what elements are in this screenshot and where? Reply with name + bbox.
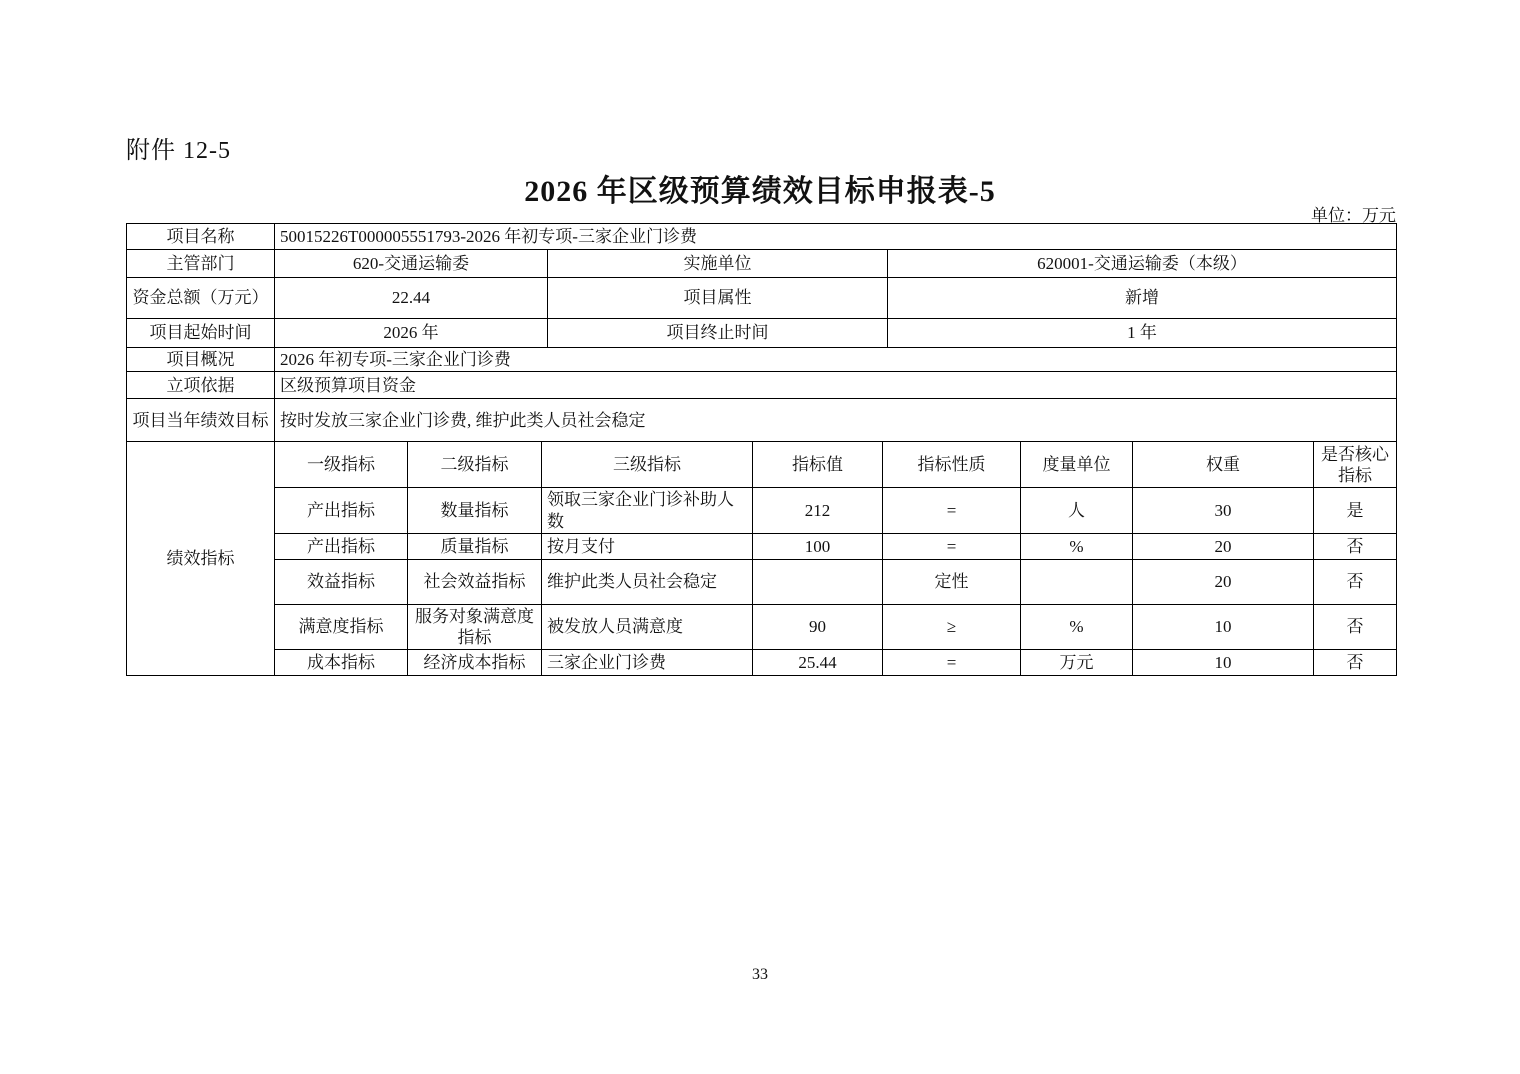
table-row [127,278,1397,319]
indicator-core: 否 [1314,650,1397,676]
indicator-nature: = [883,488,1021,534]
total-fund-label: 资金总额（万元） [127,278,275,319]
declaration-table [126,223,1396,676]
col-header-level1: 一级指标 [275,442,408,488]
indicator-nature: ≥ [883,604,1021,650]
indicator-section-label: 绩效指标 [127,442,275,676]
indicator-weight: 20 [1133,533,1314,559]
page-title: 2026 年区级预算绩效目标申报表-5 [524,175,996,208]
indicator-level2: 经济成本指标 [408,650,542,676]
indicator-level3: 三家企业门诊费 [542,650,753,676]
total-fund-value: 22.44 [275,278,548,319]
start-time-label: 项目起始时间 [127,319,275,348]
annual-goal-label: 项目当年绩效目标 [127,399,275,442]
col-header-weight: 权重 [1133,442,1314,488]
unit-note: 单位：万元 [1311,206,1396,225]
table-row [127,224,1397,250]
indicator-level1: 产出指标 [275,488,408,534]
indicator-level3: 被发放人员满意度 [542,604,753,650]
impl-unit-label: 实施单位 [548,250,888,278]
indicator-row [127,488,1397,534]
indicator-unit: 万元 [1021,650,1133,676]
indicator-core: 是 [1314,488,1397,534]
start-time-value: 2026 年 [275,319,548,348]
col-header-level2: 二级指标 [408,442,542,488]
indicator-nature: 定性 [883,559,1021,604]
overview-label: 项目概况 [127,348,275,372]
indicator-weight: 10 [1133,604,1314,650]
indicator-core: 否 [1314,533,1397,559]
end-time-label: 项目终止时间 [548,319,888,348]
indicator-level2: 数量指标 [408,488,542,534]
indicator-unit: % [1021,533,1133,559]
project-attr-value: 新增 [888,278,1397,319]
project-info-table [126,223,1397,348]
project-desc-table [126,347,1397,442]
dept-label: 主管部门 [127,250,275,278]
col-header-unit: 度量单位 [1021,442,1133,488]
impl-unit-value: 620001-交通运输委（本级） [888,250,1397,278]
indicator-weight: 20 [1133,559,1314,604]
indicator-nature: = [883,533,1021,559]
indicator-value: 25.44 [753,650,883,676]
indicator-level2: 社会效益指标 [408,559,542,604]
project-name-value: 50015226T000005551793-2026 年初专项-三家企业门诊费 [275,224,1397,250]
indicator-core: 否 [1314,559,1397,604]
indicator-value: 90 [753,604,883,650]
project-attr-label: 项目属性 [548,278,888,319]
indicator-table [126,441,1397,676]
indicator-level2: 服务对象满意度指标 [408,604,542,650]
col-header-level3: 三级指标 [542,442,753,488]
dept-value: 620-交通运输委 [275,250,548,278]
table-row [127,399,1397,442]
end-time-value: 1 年 [888,319,1397,348]
table-row [127,348,1397,372]
page-number: 33 [752,966,768,983]
indicator-level3: 按月支付 [542,533,753,559]
col-header-value: 指标值 [753,442,883,488]
overview-value: 2026 年初专项-三家企业门诊费 [275,348,1397,372]
indicator-row [127,604,1397,650]
indicator-level1: 满意度指标 [275,604,408,650]
indicator-value [753,559,883,604]
indicator-nature: = [883,650,1021,676]
indicator-row [127,533,1397,559]
attachment-label: 附件 12-5 [126,138,231,164]
indicator-level1: 成本指标 [275,650,408,676]
indicator-level3: 领取三家企业门诊补助人数 [542,488,753,534]
indicator-unit [1021,559,1133,604]
col-header-core: 是否核心指标 [1314,442,1397,488]
col-header-nature: 指标性质 [883,442,1021,488]
indicator-header-row [127,442,1397,488]
indicator-weight: 10 [1133,650,1314,676]
indicator-row [127,559,1397,604]
project-name-label: 项目名称 [127,224,275,250]
basis-value: 区级预算项目资金 [275,372,1397,399]
basis-label: 立项依据 [127,372,275,399]
indicator-unit: % [1021,604,1133,650]
indicator-level3: 维护此类人员社会稳定 [542,559,753,604]
table-row [127,319,1397,348]
indicator-level1: 产出指标 [275,533,408,559]
indicator-weight: 30 [1133,488,1314,534]
indicator-core: 否 [1314,604,1397,650]
indicator-level1: 效益指标 [275,559,408,604]
indicator-value: 100 [753,533,883,559]
indicator-unit: 人 [1021,488,1133,534]
indicator-level2: 质量指标 [408,533,542,559]
table-row [127,372,1397,399]
table-row [127,250,1397,278]
indicator-row [127,650,1397,676]
indicator-value: 212 [753,488,883,534]
annual-goal-value: 按时发放三家企业门诊费, 维护此类人员社会稳定 [275,399,1397,442]
